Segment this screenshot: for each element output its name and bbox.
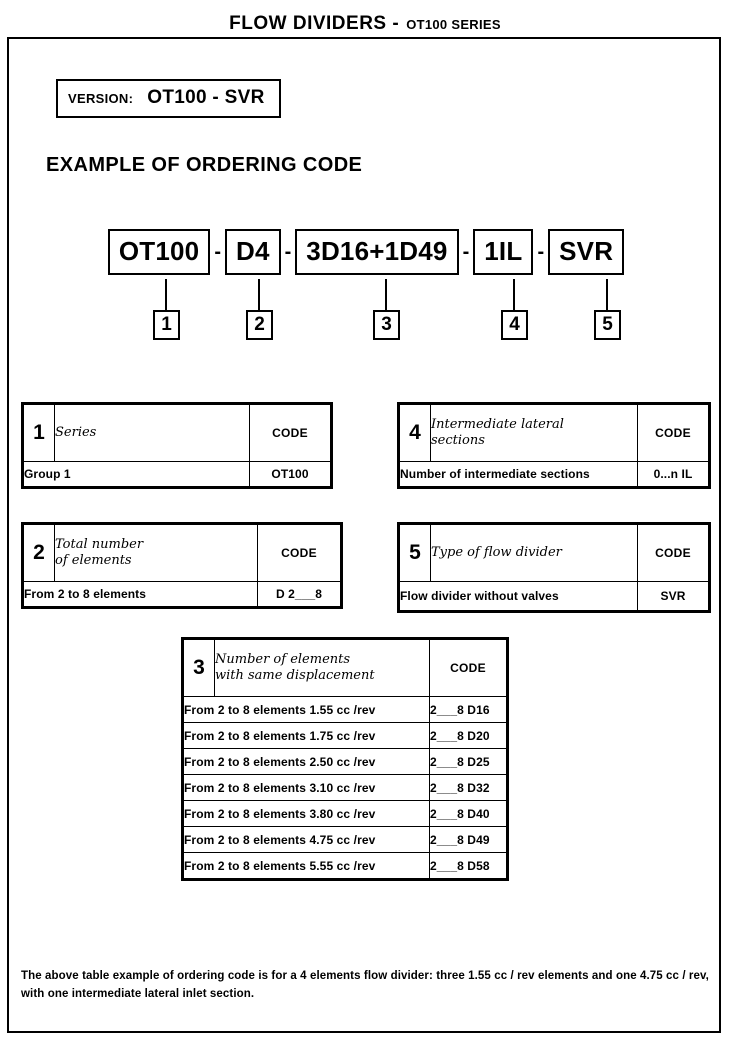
table-code-header: CODE bbox=[430, 640, 507, 697]
table-same-displacement bbox=[181, 637, 509, 881]
table-header-row bbox=[400, 405, 709, 462]
table-flow-divider-type bbox=[397, 522, 711, 613]
row-description: From 2 to 8 elements 5.55 cc /rev bbox=[184, 853, 430, 879]
table-title-line2: of elements bbox=[55, 553, 132, 568]
table-row bbox=[400, 582, 709, 611]
code-segment-intermediate: 1IL bbox=[473, 229, 533, 275]
row-description: From 2 to 8 elements 4.75 cc /rev bbox=[184, 827, 430, 853]
code-separator-3: - bbox=[462, 240, 470, 263]
table-header-row bbox=[24, 525, 341, 582]
row-description: From 2 to 8 elements 3.10 cc /rev bbox=[184, 775, 430, 801]
ordering-code-row bbox=[9, 229, 723, 275]
table-title-line1: Intermediate lateral bbox=[431, 416, 564, 432]
page-title-sub: OT100 SERIES bbox=[406, 17, 501, 32]
row-description: From 2 to 8 elements 3.80 cc /rev bbox=[184, 801, 430, 827]
index-box-2: 2 bbox=[246, 310, 273, 340]
row-description: From 2 to 8 elements 1.75 cc /rev bbox=[184, 723, 430, 749]
table-code-header: CODE bbox=[638, 405, 709, 462]
page-title bbox=[0, 0, 730, 35]
table-title bbox=[215, 640, 430, 697]
index-box-5: 5 bbox=[594, 310, 621, 340]
page-title-main: FLOW DIVIDERS - bbox=[229, 13, 400, 34]
code-segment-series: OT100 bbox=[108, 229, 211, 275]
table-title-line1: Number of elements bbox=[215, 651, 351, 667]
version-label: VERSION: bbox=[68, 91, 134, 106]
code-separator-2: - bbox=[284, 240, 292, 263]
table-code-header: CODE bbox=[250, 405, 331, 462]
table-number: 1 bbox=[24, 405, 55, 462]
document-frame bbox=[7, 37, 721, 1033]
row-description: From 2 to 8 elements 2.50 cc /rev bbox=[184, 749, 430, 775]
row-code: 2___8 D25 bbox=[430, 749, 507, 775]
example-heading: EXAMPLE OF ORDERING CODE bbox=[46, 154, 363, 176]
version-value: OT100 - SVR bbox=[147, 87, 265, 108]
code-segment-type: SVR bbox=[548, 229, 624, 275]
row-code: 2___8 D32 bbox=[430, 775, 507, 801]
table-row bbox=[184, 775, 507, 801]
table-number: 4 bbox=[400, 405, 431, 462]
code-separator-4: - bbox=[537, 240, 545, 263]
row-code: 2___8 D58 bbox=[430, 853, 507, 879]
table-row bbox=[400, 462, 709, 487]
table-title-line2: sections bbox=[431, 433, 485, 448]
table-number: 5 bbox=[400, 525, 431, 582]
table-row bbox=[184, 827, 507, 853]
table-total-elements bbox=[21, 522, 343, 609]
table-title: Type of flow divider bbox=[431, 525, 638, 582]
table-code-header: CODE bbox=[638, 525, 709, 582]
table-row bbox=[184, 723, 507, 749]
table-row bbox=[184, 801, 507, 827]
table-row bbox=[24, 582, 341, 607]
table-number: 2 bbox=[24, 525, 55, 582]
row-description: From 2 to 8 elements bbox=[24, 582, 258, 607]
table-title-line2: with same displacement bbox=[215, 668, 375, 683]
footnote: The above table example of ordering code is for a 4 elements flow divider: three 1.55 cc / rev elements and one 4.75 cc / rev, with one intermediate lateral inlet section. bbox=[21, 970, 709, 1001]
index-box-1: 1 bbox=[153, 310, 180, 340]
version-box bbox=[56, 79, 281, 118]
row-code: 2___8 D40 bbox=[430, 801, 507, 827]
table-title-line1: Total number bbox=[55, 536, 144, 552]
table-row bbox=[184, 853, 507, 879]
table-row bbox=[184, 749, 507, 775]
row-code: 2___8 D16 bbox=[430, 697, 507, 723]
index-box-4: 4 bbox=[501, 310, 528, 340]
table-series bbox=[21, 402, 333, 489]
row-description: Group 1 bbox=[24, 462, 250, 487]
code-separator-1: - bbox=[214, 240, 221, 263]
row-code: D 2___8 bbox=[258, 582, 341, 607]
table-number: 3 bbox=[184, 640, 215, 697]
row-description: Flow divider without valves bbox=[400, 582, 638, 611]
table-code-header: CODE bbox=[258, 525, 341, 582]
code-segment-displacement: 3D16+1D49 bbox=[295, 229, 458, 275]
row-code: 2___8 D49 bbox=[430, 827, 507, 853]
row-description: From 2 to 8 elements 1.55 cc /rev bbox=[184, 697, 430, 723]
row-code: 2___8 D20 bbox=[430, 723, 507, 749]
index-box-3: 3 bbox=[373, 310, 400, 340]
table-header-row bbox=[184, 640, 507, 697]
code-segment-elements: D4 bbox=[225, 229, 281, 275]
table-row bbox=[24, 462, 331, 487]
table-header-row bbox=[24, 405, 331, 462]
table-intermediate-sections bbox=[397, 402, 711, 489]
row-description: Number of intermediate sections bbox=[400, 462, 638, 487]
table-row bbox=[184, 697, 507, 723]
row-code: 0...n IL bbox=[638, 462, 709, 487]
table-title: Series bbox=[55, 405, 250, 462]
table-title bbox=[55, 525, 258, 582]
table-header-row bbox=[400, 525, 709, 582]
row-code: SVR bbox=[638, 582, 709, 611]
row-code: OT100 bbox=[250, 462, 331, 487]
table-title bbox=[431, 405, 638, 462]
